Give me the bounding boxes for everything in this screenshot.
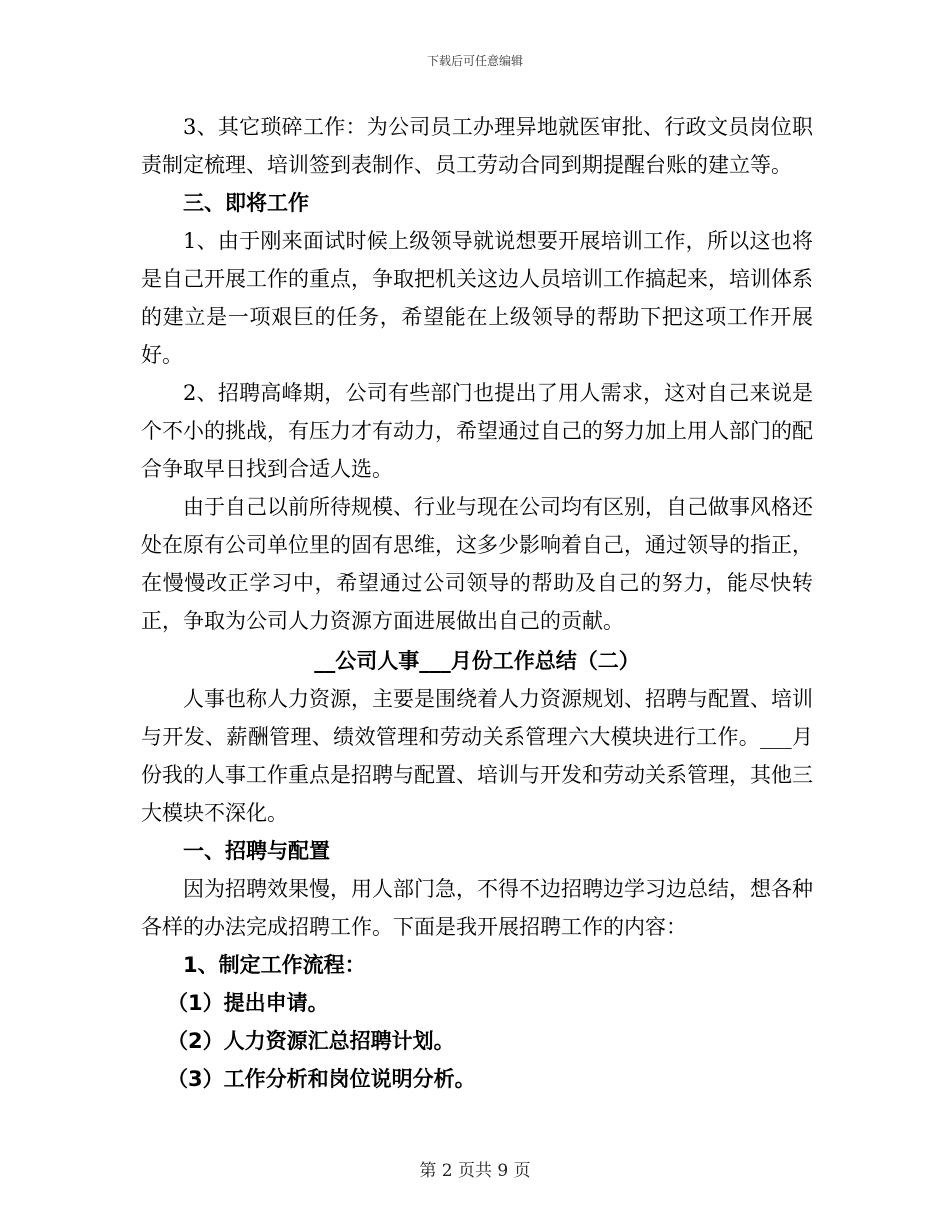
list-item-step-2: （2）人力资源汇总招聘计划。 bbox=[167, 1029, 455, 1053]
paragraph-hr-overview: 人事也称人力资源，主要是围绕着人力资源规划、招聘与配置、培训与开发、薪酬管理、绩效管理和劳动关系管理六大模块进行工作。___月份我的人事工作重点是招聘与配置、培训与开发和劳动关系管理，其他三大模块不深化。 bbox=[141, 687, 813, 825]
page-footer: 第 2 页共 9 页 bbox=[419, 1161, 531, 1181]
document-title-part-two: __公司人事___月份工作总结（二） bbox=[314, 649, 640, 673]
subheading-workflow: 1、制定工作流程： bbox=[183, 953, 366, 977]
paragraph-recruitment-peak: 2、招聘高峰期，公司有些部门也提出了用人需求，这对自己来说是个不小的挑战，有压力才有动力，希望通过自己的努力加上用人部门的配合争取早日找到合适人选。 bbox=[141, 381, 813, 481]
list-item-step-3: （3）工作分析和岗位说明分析。 bbox=[167, 1067, 476, 1091]
paragraph-recruitment-approach: 因为招聘效果慢，用人部门急，不得不边招聘边学习边总结，想各种各样的办法完成招聘工作。下面是我开展招聘工作的内容： bbox=[141, 877, 813, 939]
paragraph-other-tasks: 3、其它琐碎工作：为公司员工办理异地就医审批、行政文员岗位职责制定梳理、培训签到表制作、员工劳动合同到期提醒台账的建立等。 bbox=[141, 115, 813, 177]
section-heading-recruitment: 一、招聘与配置 bbox=[183, 839, 330, 863]
paragraph-training-plan: 1、由于刚来面试时候上级领导就说想要开展培训工作，所以这也将是自己开展工作的重点，争取把机关这边人员培训工作搞起来，培训体系的建立是一项艰巨的任务，希望能在上级领导的帮助下把这项工作开展好。 bbox=[141, 229, 813, 367]
list-item-step-1: （1）提出申请。 bbox=[167, 991, 329, 1015]
page-header: 下载后可任意编辑 bbox=[426, 54, 523, 68]
document-body bbox=[141, 108, 813, 1098]
section-heading-upcoming-work: 三、即将工作 bbox=[183, 191, 309, 215]
paragraph-self-reflection: 由于自己以前所待规模、行业与现在公司均有区别，自己做事风格还处在原有公司单位里的固有思维，这多少影响着自己，通过领导的指正，在慢慢改正学习中，希望通过公司领导的帮助及自己的努力，能尽快转正，争取为公司人力资源方面进展做出自己的贡献。 bbox=[141, 495, 813, 633]
